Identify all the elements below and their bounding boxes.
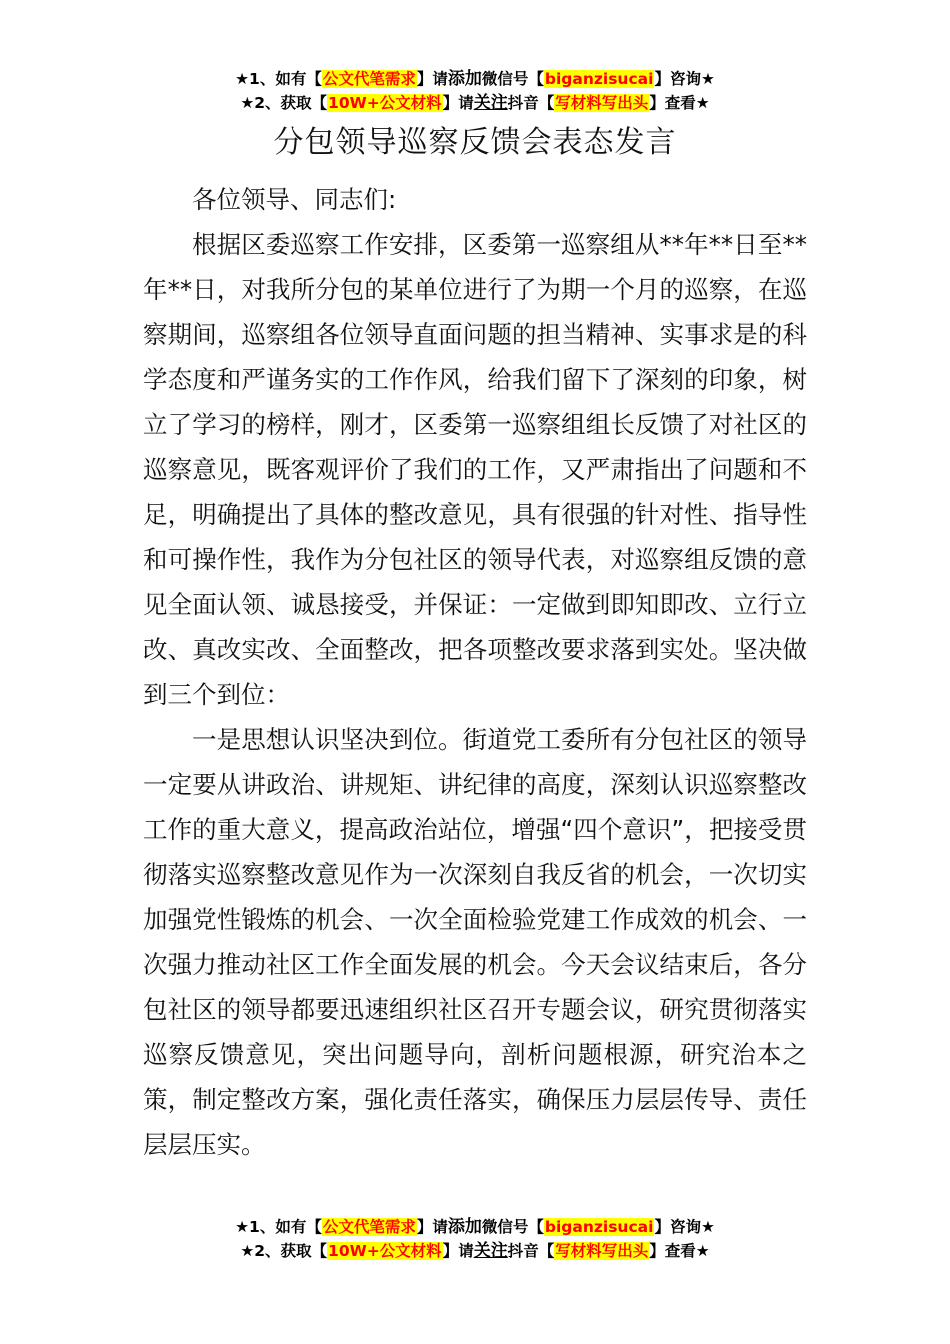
salutation: 各位领导、同志们: (192, 185, 397, 214)
wechat-id: biganzisucai (544, 1218, 654, 1236)
star-icon: ★ (240, 94, 255, 112)
banner-line-1: ★1、如有【公文代笔需求】请添加微信号【biganzisucai】咨询★ (235, 1217, 715, 1237)
highlight-ghostwriting: 公文代笔需求 (322, 70, 416, 88)
banner-line-1: ★1、如有【公文代笔需求】请添加微信号【biganzisucai】咨询★ (235, 69, 715, 89)
highlight-materials: 10W+公文材料 (328, 1242, 442, 1260)
star-icon: ★ (695, 1242, 710, 1260)
wechat-id: biganzisucai (544, 70, 654, 88)
header-banner (0, 67, 950, 115)
douyin-account: 写材料写出头 (555, 94, 649, 112)
banner-line-2: ★2、获取【10W+公文材料】请关注抖音【写材料写出头】查看★ (240, 93, 710, 113)
footer-banner (0, 1215, 950, 1263)
paragraph-2: 一是思想认识坚决到位。街道党工委所有分包社区的领导一定要从讲政治、讲规矩、讲纪律的高度，深刻认识巡察整改工作的重大意义，提高政治站位，增强“四个意识”，把接受贯彻落实巡察整改意见作为一次深刻自我反省的机会，一次切实加强党性锻炼的机会、一次全面检验党建工作成效的机会、一次强力推动社区工作全面发展的机会。今天会议结束后，各分包社区的领导都要迅速组织社区召开专题会议，研究贯彻落实巡察反馈意见，突出问题导向，剖析问题根源，研究治本之策，制定整改方案，强化责任落实，确保压力层层传导、责任层层压实。 (143, 725, 807, 1159)
star-icon: ★ (240, 1242, 255, 1260)
star-icon: ★ (235, 1218, 250, 1236)
highlight-materials: 10W+公文材料 (328, 94, 442, 112)
highlight-ghostwriting: 公文代笔需求 (322, 1218, 416, 1236)
document-body (143, 177, 807, 1167)
banner-line-2: ★2、获取【10W+公文材料】请关注抖音【写材料写出头】查看★ (240, 1241, 710, 1261)
star-icon: ★ (700, 70, 715, 88)
star-icon: ★ (695, 94, 710, 112)
document-title: 分包领导巡察反馈会表态发言 (273, 125, 677, 160)
paragraph-1: 根据区委巡察工作安排，区委第一巡察组从**年**日至**年**日，对我所分包的某单位进行了为期一个月的巡察，在巡察期间，巡察组各位领导直面问题的担当精神、实事求是的科学态度和严谨务实的工作作风，给我们留下了深刻的印象，树立了学习的榜样，刚才，区委第一巡察组组长反馈了对社区的巡察意见，既客观评价了我们的工作，又严肃指出了问题和不足，明确提出了具体的整改意见，具有很强的针对性、指导性和可操作性，我作为分包社区的领导代表，对巡察组反馈的意见全面认领、诚恳接受，并保证：一定做到即知即改、立行立改、真改实改、全面整改，把各项整改要求落到实处。坚决做到三个到位： (143, 230, 807, 709)
douyin-account: 写材料写出头 (555, 1242, 649, 1260)
star-icon: ★ (235, 70, 250, 88)
star-icon: ★ (700, 1218, 715, 1236)
